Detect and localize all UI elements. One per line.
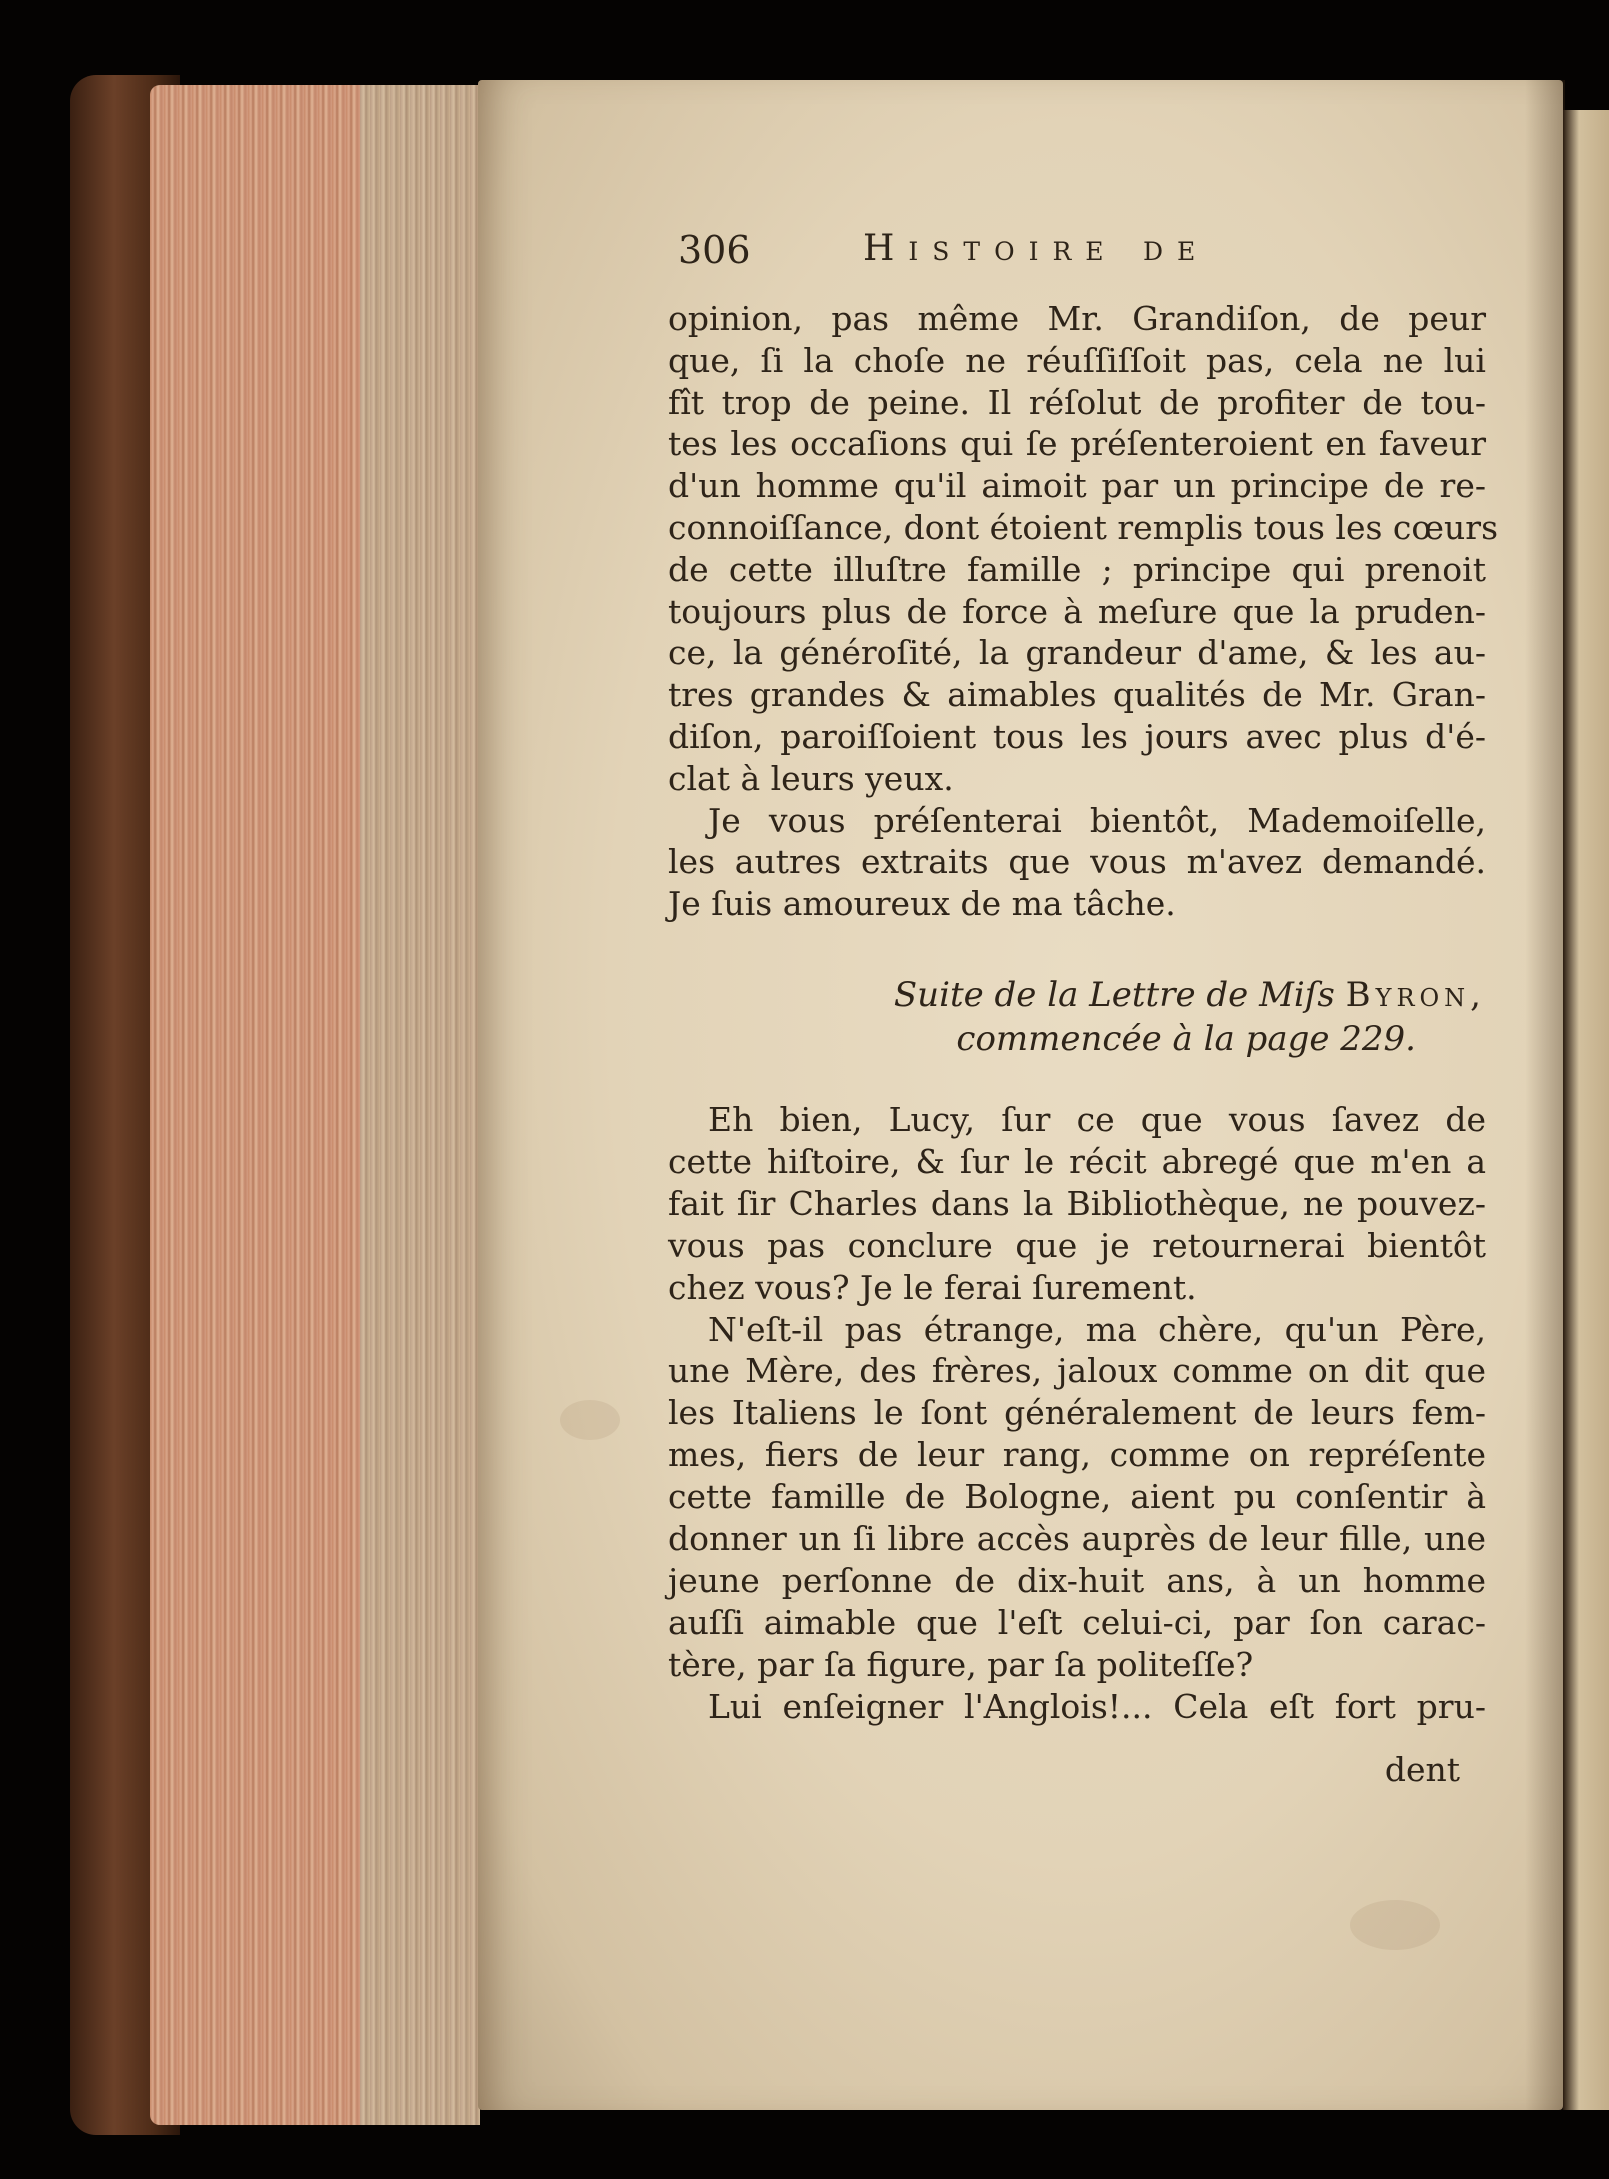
text-line: une Mère, des frères, jaloux comme on dit que	[668, 1351, 1486, 1391]
text-line: chez vous? Je le ferai ſurement.	[668, 1267, 1197, 1307]
text-line: les Italiens le ſont généralement de leurs fem-	[668, 1393, 1486, 1433]
paper-stain	[1350, 1900, 1440, 1950]
text-line: de cette illuſtre famille ; principe qui prenoit	[668, 549, 1486, 589]
heading-name: Byron,	[1345, 975, 1486, 1015]
text-line: diſon, paroiſſoient tous les jours avec plus d'é-	[668, 716, 1486, 756]
text-line: tes les occaſions qui ſe préſenteroient en faveur	[668, 424, 1486, 464]
heading-line-2: commencée à la page 229.	[956, 1019, 1416, 1059]
paragraph	[668, 1099, 1486, 1309]
text-line: clat à leurs yeux.	[668, 758, 954, 798]
text-block-top	[668, 298, 1499, 925]
paragraph	[668, 1309, 1486, 1686]
text-line: tres grandes & aimables qualités de Mr. Gran-	[668, 675, 1486, 715]
catchword: dent	[1384, 1750, 1460, 1789]
text-line: jeune perſonne de dix-huit ans, à un homme	[668, 1560, 1486, 1600]
text-line: les autres extraits que vous m'avez demandé.	[668, 842, 1486, 882]
text-line: Je vous préſenterai bientôt, Mademoiſelle,	[708, 800, 1486, 840]
heading-italic-text: Suite de la Lettre de Miſs	[893, 975, 1335, 1015]
page-number: 306	[678, 228, 751, 272]
gutter-shadow	[1525, 80, 1565, 2110]
text-line: d'un homme qu'il aimoit par un principe de re-	[668, 466, 1486, 506]
paragraph	[668, 1686, 1486, 1728]
paragraph	[668, 800, 1486, 925]
text-line: Lui enſeigner l'Anglois!... Cela eſt fort pru-	[708, 1686, 1486, 1726]
facing-page-edge	[1563, 110, 1609, 2110]
heading-line-1	[668, 973, 1486, 1017]
text-line: tère, par ſa figure, par ſa politeſſe?	[668, 1644, 1254, 1684]
page-edges	[150, 85, 480, 2125]
text-line: cette hiſtoire, & ſur le récit abregé que m'en a	[668, 1141, 1486, 1181]
running-title: Histoire de	[863, 228, 1210, 269]
text-line: ce, la généroſité, la grandeur d'ame, & les au-	[668, 633, 1486, 673]
text-line: Eh bien, Lucy, ſur ce que vous ſavez de	[708, 1100, 1486, 1139]
text-line: auſſi aimable que l'eſt celui-ci, par ſon carac-	[668, 1602, 1486, 1642]
text-line: fait ſir Charles dans la Bibliothèque, ne pouvez-	[668, 1183, 1486, 1223]
text-line: fît trop de peine. Il réſolut de profiter de tou-	[668, 382, 1486, 422]
text-line: Je ſuis amoureux de ma tâche.	[668, 884, 1176, 924]
text-line: cette famille de Bologne, aient pu conſentir à	[668, 1477, 1486, 1517]
running-header	[678, 228, 1328, 288]
text-line: opinion, pas même Mr. Grandiſon, de peur	[668, 299, 1486, 338]
paragraph	[668, 298, 1499, 800]
text-block-bottom	[668, 1099, 1486, 1728]
text-line: que, ſi la choſe ne réuſſiſſoit pas, cela ne lui	[668, 340, 1486, 380]
text-line: mes, fiers de leur rang, comme on repréſente	[668, 1435, 1486, 1475]
paper-stain	[560, 1400, 620, 1440]
text-line: N'eſt-il pas étrange, ma chère, qu'un Père,	[708, 1309, 1486, 1349]
text-line: donner un ſi libre accès auprès de leur fille, une	[668, 1519, 1486, 1559]
section-heading	[668, 973, 1486, 1061]
text-line: vous pas conclure que je retournerai bientôt	[668, 1225, 1486, 1265]
text-line: connoiſſance, dont étoient remplis tous les cœurs	[668, 507, 1499, 547]
text-line: toujours plus de force à meſure que la pruden-	[668, 591, 1486, 631]
